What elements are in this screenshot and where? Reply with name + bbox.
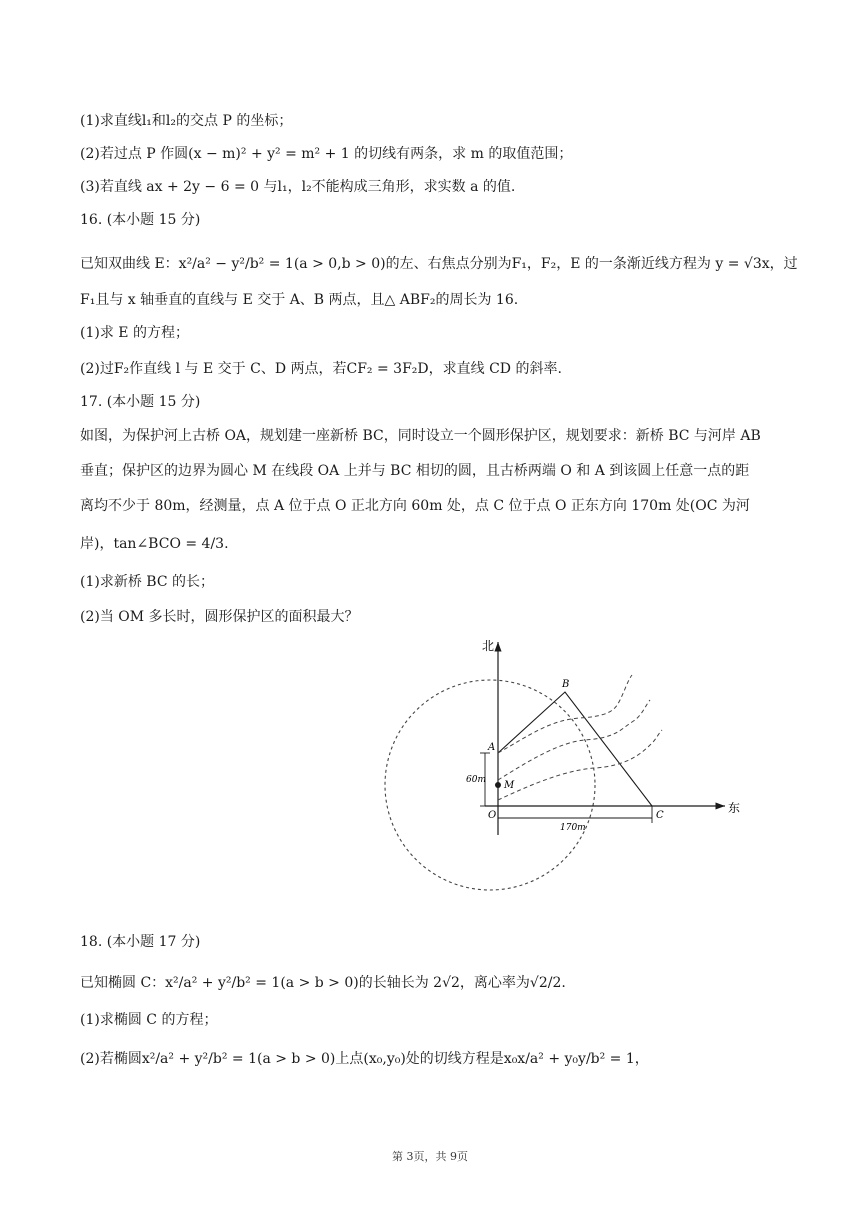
- text-line-8: (2)过F₂作直线 l 与 E 交于 C、D 两点，若CF₂ = 3F₂D，求直线 CD 的斜率.: [80, 361, 562, 377]
- text-line-14: (1)求新桥 BC 的长；: [80, 574, 214, 590]
- bridge-abc: [498, 692, 652, 806]
- label-b: B: [562, 679, 570, 690]
- label-a: A: [488, 742, 496, 753]
- protection-circle: [385, 680, 595, 890]
- text-line-7: (1)求 E 的方程；: [80, 325, 189, 341]
- point-m: [495, 782, 501, 788]
- text-line-17: 已知椭圆 C：x²/a² + y²/b² = 1(a > b > 0)的长轴长为 2√2，离心率为√2/2.: [80, 975, 566, 991]
- river-curve-2: [498, 700, 650, 780]
- text-line-12: 离均不少于 80m，经测量，点 A 位于点 O 正北方向 60m 处，点 C 位于点 O 正东方向 170m 处(OC 为河: [80, 498, 750, 514]
- east-label: 东: [728, 801, 741, 815]
- text-line-18: (1)求椭圆 C 的方程；: [80, 1012, 218, 1028]
- problem-18-heading: 18. (本小题 17 分): [80, 934, 201, 950]
- problem-16-heading: 16. (本小题 15 分): [80, 212, 201, 228]
- bridge-figure: [380, 630, 760, 900]
- text-line-13: 岸)，tan∠BCO = 4/3.: [80, 536, 229, 552]
- text-line-19: (2)若椭圆x²/a² + y²/b² = 1(a > b > 0)上点(x₀,y₀)处的切线方程是x₀x/a² + y₀y/b² = 1，: [80, 1051, 649, 1067]
- text-line-2: (2)若过点 P 作圆(x − m)² + y² = m² + 1 的切线有两条，求 m 的取值范围；: [80, 146, 573, 162]
- text-line-6: F₁且与 x 轴垂直的直线与 E 交于 A、B 两点，且△ ABF₂的周长为 16.: [80, 292, 519, 308]
- page-footer: 第 3页，共 9页: [392, 1150, 468, 1163]
- text-line-5: 已知双曲线 E：x²/a² − y²/b² = 1(a > 0,b > 0)的左、右焦点分别为F₁，F₂，E 的一条渐近线方程为 y = √3x，过: [80, 256, 798, 272]
- dim-60-label: 60m: [466, 775, 486, 785]
- text-line-3: (3)若直线 ax + 2y − 6 = 0 与l₁，l₂不能构成三角形，求实数 a 的值.: [80, 179, 516, 195]
- text-line-15: (2)当 OM 多长时，圆形保护区的面积最大？: [80, 609, 359, 625]
- text-line-11: 垂直；保护区的边界为圆心 M 在线段 OA 上并与 BC 相切的圆，且古桥两端 O 和 A 到该圆上任意一点的距: [80, 463, 750, 479]
- dim-170-label: 170m: [560, 823, 586, 833]
- label-m: M: [504, 780, 515, 791]
- text-line-1: (1)求直线l₁和l₂的交点 P 的坐标；: [80, 113, 293, 129]
- label-c: C: [656, 810, 664, 821]
- text-line-10: 如图，为保护河上古桥 OA，规划建一座新桥 BC，同时设立一个圆形保护区，规划要求：新桥 BC 与河岸 AB: [80, 428, 761, 444]
- problem-17-heading: 17. (本小题 15 分): [80, 394, 201, 410]
- north-label: 北: [482, 639, 495, 653]
- label-o: O: [488, 810, 497, 821]
